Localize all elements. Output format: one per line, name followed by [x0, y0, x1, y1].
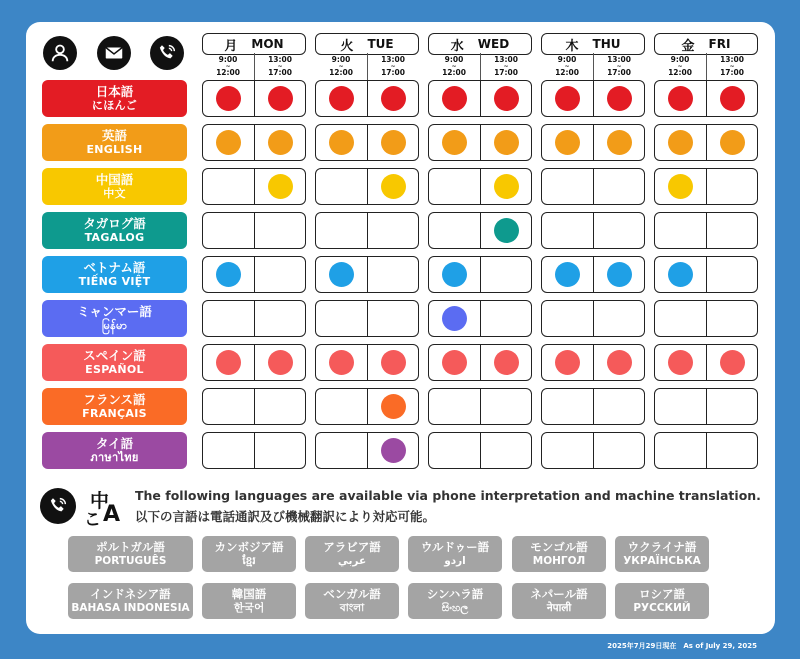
- other-language-native: УКРАЇНСЬКА: [623, 555, 701, 567]
- other-language-jp: カンボジア語: [214, 540, 284, 554]
- availability-dot: [494, 86, 519, 111]
- day-header-tue: [315, 33, 419, 55]
- language-label: [42, 388, 187, 425]
- schedule-cell: [315, 300, 419, 337]
- schedule-cell: [428, 168, 532, 205]
- time-end: 12:00: [216, 68, 240, 77]
- time-start: 13:00: [607, 55, 631, 64]
- time-start: 13:00: [494, 55, 518, 64]
- schedule-cell: [202, 388, 306, 425]
- cell-divider: [367, 257, 368, 292]
- cell-divider: [706, 345, 707, 380]
- cell-divider: [593, 301, 594, 336]
- schedule-cell: [541, 212, 645, 249]
- language-name-jp: 英語: [101, 128, 127, 143]
- schedule-cell: [202, 432, 306, 469]
- day-en-label: WED: [477, 37, 510, 51]
- schedule-cell: [315, 124, 419, 161]
- schedule-cell: [202, 344, 306, 381]
- cell-divider: [254, 433, 255, 468]
- day-jp-label: 月: [224, 38, 238, 54]
- language-label: [42, 300, 187, 337]
- other-language-tag: [202, 536, 296, 572]
- time-slot-label: [712, 56, 752, 77]
- cell-divider: [593, 213, 594, 248]
- time-sep: ~: [277, 63, 283, 70]
- schedule-cell: [315, 212, 419, 249]
- availability-dot: [216, 86, 241, 111]
- as-of-date: 2025年7月29日現在 As of July 29, 2025: [607, 642, 757, 650]
- availability-dot: [216, 350, 241, 375]
- day-jp-label: 木: [565, 38, 579, 54]
- schedule-cell: [654, 168, 758, 205]
- time-sep: ~: [338, 63, 344, 70]
- cell-divider: [367, 213, 368, 248]
- time-slot-divider: [367, 53, 368, 83]
- cell-divider: [593, 169, 594, 204]
- availability-dot: [668, 130, 693, 155]
- cell-divider: [367, 81, 368, 116]
- language-name-jp: 日本語: [95, 84, 134, 99]
- other-language-native: नेपाली: [546, 602, 572, 614]
- day-header-thu: [541, 33, 645, 55]
- availability-dot: [442, 350, 467, 375]
- language-name-native: にほんご: [91, 99, 138, 112]
- other-language-jp: ロシア語: [639, 587, 685, 601]
- day-en-label: FRI: [708, 37, 731, 51]
- other-language-native: 한국어: [233, 602, 265, 614]
- other-language-jp: ウクライナ語: [627, 540, 697, 554]
- time-slot-label: [373, 56, 413, 77]
- translate-glyph-left: こ: [84, 510, 101, 530]
- time-end: 17:00: [607, 68, 631, 77]
- schedule-cell: [428, 256, 532, 293]
- language-name-jp: フランス語: [83, 392, 146, 407]
- cell-divider: [367, 169, 368, 204]
- availability-dot: [668, 350, 693, 375]
- other-language-tag: [68, 536, 193, 572]
- availability-dot: [381, 438, 406, 463]
- day-header-wed: [428, 33, 532, 55]
- cell-divider: [706, 301, 707, 336]
- availability-dot: [607, 130, 632, 155]
- availability-dot: [329, 350, 354, 375]
- cell-divider: [254, 213, 255, 248]
- other-language-native: اردو: [444, 555, 466, 567]
- schedule-cell: [428, 432, 532, 469]
- time-slot-label: [434, 56, 474, 77]
- time-start: 9:00: [331, 55, 351, 64]
- schedule-cell: [315, 168, 419, 205]
- cell-divider: [480, 213, 481, 248]
- schedule-cell: [202, 212, 306, 249]
- schedule-cell: [541, 344, 645, 381]
- cell-divider: [706, 389, 707, 424]
- other-language-tag: [202, 583, 296, 619]
- day-jp-label: 金: [681, 38, 695, 54]
- availability-dot: [607, 262, 632, 287]
- availability-dot: [720, 86, 745, 111]
- time-sep: ~: [503, 63, 509, 70]
- time-sep: ~: [390, 63, 396, 70]
- time-sep: ~: [729, 63, 735, 70]
- time-start: 13:00: [381, 55, 405, 64]
- other-language-tag: [615, 536, 709, 572]
- translate-glyph-right: A: [103, 502, 121, 527]
- time-slot-divider: [480, 53, 481, 83]
- cell-divider: [593, 345, 594, 380]
- cell-divider: [706, 433, 707, 468]
- time-end: 17:00: [494, 68, 518, 77]
- time-slot-divider: [706, 53, 707, 83]
- schedule-cell: [654, 256, 758, 293]
- day-en-label: TUE: [367, 37, 394, 51]
- schedule-cell: [428, 388, 532, 425]
- availability-dot: [216, 262, 241, 287]
- time-slot-label: [599, 56, 639, 77]
- other-language-jp: ネパール語: [530, 587, 588, 601]
- schedule-cell: [541, 124, 645, 161]
- availability-dot: [268, 86, 293, 111]
- other-language-jp: ウルドゥー語: [420, 540, 490, 554]
- schedule-cell: [541, 256, 645, 293]
- time-sep: ~: [451, 63, 457, 70]
- availability-dot: [268, 174, 293, 199]
- availability-dot: [442, 306, 467, 331]
- availability-dot: [494, 130, 519, 155]
- cell-divider: [706, 257, 707, 292]
- language-name-native: ESPAÑOL: [85, 363, 144, 376]
- mail-icon: [97, 36, 131, 70]
- other-language-tag: [305, 536, 399, 572]
- time-end: 17:00: [268, 68, 292, 77]
- time-start: 13:00: [268, 55, 292, 64]
- schedule-cell: [541, 168, 645, 205]
- availability-dot: [381, 394, 406, 419]
- schedule-cell: [315, 80, 419, 117]
- availability-dot: [268, 350, 293, 375]
- schedule-cell: [541, 388, 645, 425]
- cell-divider: [480, 389, 481, 424]
- person-icon: [43, 36, 77, 70]
- other-language-native: عربي: [337, 555, 367, 567]
- cell-divider: [706, 169, 707, 204]
- language-label: [42, 344, 187, 381]
- cell-divider: [593, 125, 594, 160]
- machine-translation-icon: [84, 486, 126, 528]
- cell-divider: [254, 257, 255, 292]
- availability-dot: [494, 218, 519, 243]
- cell-divider: [480, 169, 481, 204]
- other-language-native: PORTUGUÊS: [94, 555, 167, 567]
- schedule-cell: [202, 256, 306, 293]
- time-start: 9:00: [557, 55, 577, 64]
- day-jp-label: 水: [450, 38, 464, 54]
- availability-dot: [607, 350, 632, 375]
- time-slot-label: [260, 56, 300, 77]
- availability-dot: [720, 350, 745, 375]
- note-english: The following languages are available via phone interpretation and machine translation.: [135, 488, 761, 503]
- availability-dot: [555, 130, 580, 155]
- availability-dot: [555, 86, 580, 111]
- language-name-native: TAGALOG: [84, 231, 145, 244]
- time-sep: ~: [616, 63, 622, 70]
- availability-dot: [329, 262, 354, 287]
- other-language-tag: [408, 583, 502, 619]
- day-header-fri: [654, 33, 758, 55]
- time-end: 17:00: [381, 68, 405, 77]
- time-start: 9:00: [670, 55, 690, 64]
- availability-dot: [555, 350, 580, 375]
- schedule-cell: [654, 432, 758, 469]
- availability-dot: [668, 174, 693, 199]
- availability-dot: [381, 130, 406, 155]
- other-language-jp: ベンガル語: [323, 587, 381, 601]
- availability-dot: [494, 350, 519, 375]
- availability-dot: [442, 262, 467, 287]
- schedule-cell: [428, 344, 532, 381]
- day-header-mon: [202, 33, 306, 55]
- schedule-cell: [202, 80, 306, 117]
- availability-dot: [720, 130, 745, 155]
- cell-divider: [480, 433, 481, 468]
- availability-dot: [494, 174, 519, 199]
- availability-dot: [381, 86, 406, 111]
- time-slot-divider: [254, 53, 255, 83]
- other-language-jp: シンハラ語: [426, 587, 484, 601]
- other-language-jp: インドネシア語: [90, 587, 171, 601]
- language-label: [42, 432, 187, 469]
- time-slot-label: [486, 56, 526, 77]
- cell-divider: [254, 301, 255, 336]
- schedule-cell: [541, 432, 645, 469]
- schedule-cell: [654, 80, 758, 117]
- language-name-native: မြန်မာ: [101, 319, 128, 332]
- availability-dot: [268, 130, 293, 155]
- cell-divider: [367, 389, 368, 424]
- language-label: [42, 212, 187, 249]
- other-language-tag: [512, 583, 606, 619]
- time-end: 12:00: [668, 68, 692, 77]
- time-end: 12:00: [555, 68, 579, 77]
- cell-divider: [593, 81, 594, 116]
- time-end: 12:00: [329, 68, 353, 77]
- language-name-native: 中文: [103, 187, 126, 200]
- schedule-cell: [428, 212, 532, 249]
- language-name-jp: 中国語: [95, 172, 134, 187]
- day-en-label: MON: [251, 37, 284, 51]
- language-name-jp: タガログ語: [83, 216, 146, 231]
- cell-divider: [593, 389, 594, 424]
- cell-divider: [593, 433, 594, 468]
- schedule-cell: [428, 80, 532, 117]
- time-sep: ~: [677, 63, 683, 70]
- language-label: [42, 124, 187, 161]
- language-name-jp: スペイン語: [83, 348, 146, 363]
- other-language-jp: アラビア語: [323, 540, 381, 554]
- other-language-tag: [68, 583, 193, 619]
- language-label: [42, 168, 187, 205]
- availability-dot: [442, 86, 467, 111]
- other-language-jp: ポルトガル語: [96, 540, 165, 554]
- other-language-native: සිංහල: [441, 602, 469, 614]
- time-start: 9:00: [444, 55, 464, 64]
- schedule-cell: [654, 212, 758, 249]
- time-end: 17:00: [720, 68, 744, 77]
- cell-divider: [480, 345, 481, 380]
- availability-dot: [555, 262, 580, 287]
- cell-divider: [367, 433, 368, 468]
- availability-dot: [381, 174, 406, 199]
- language-name-native: ภาษาไทย: [90, 451, 139, 464]
- time-end: 12:00: [442, 68, 466, 77]
- note-japanese: 以下の言語は電話通訳及び機械翻訳により対応可能。: [135, 509, 436, 524]
- availability-dot: [668, 262, 693, 287]
- language-label: [42, 256, 187, 293]
- cell-divider: [480, 125, 481, 160]
- other-language-native: РУССКИЙ: [633, 602, 691, 614]
- other-language-jp: モンゴル語: [530, 540, 588, 554]
- time-slot-label: [321, 56, 361, 77]
- schedule-cell: [202, 168, 306, 205]
- schedule-cell: [654, 124, 758, 161]
- availability-dot: [668, 86, 693, 111]
- phone-icon: [150, 36, 184, 70]
- language-name-native: ENGLISH: [86, 143, 143, 156]
- translate-glyph-top: 中: [90, 490, 110, 512]
- time-slot-label: [208, 56, 248, 77]
- language-name-jp: ミャンマー語: [77, 304, 152, 319]
- other-language-tag: [305, 583, 399, 619]
- cell-divider: [254, 389, 255, 424]
- cell-divider: [706, 81, 707, 116]
- other-language-tag: [615, 583, 709, 619]
- language-name-jp: タイ語: [95, 436, 134, 451]
- cell-divider: [367, 301, 368, 336]
- availability-dot: [329, 130, 354, 155]
- schedule-cell: [654, 388, 758, 425]
- cell-divider: [706, 125, 707, 160]
- cell-divider: [706, 213, 707, 248]
- language-name-native: TIẾNG VIỆT: [78, 275, 151, 288]
- schedule-cell: [315, 388, 419, 425]
- other-language-native: বাংলা: [339, 602, 365, 614]
- time-slot-label: [547, 56, 587, 77]
- schedule-cell: [654, 300, 758, 337]
- schedule-cell: [202, 300, 306, 337]
- other-language-tag: [408, 536, 502, 572]
- other-language-native: ខ្មែរ: [242, 555, 256, 567]
- cell-divider: [480, 257, 481, 292]
- cell-divider: [367, 125, 368, 160]
- cell-divider: [367, 345, 368, 380]
- cell-divider: [254, 125, 255, 160]
- schedule-cell: [541, 80, 645, 117]
- cell-divider: [593, 257, 594, 292]
- schedule-cell: [428, 300, 532, 337]
- schedule-cell: [202, 124, 306, 161]
- schedule-cell: [315, 256, 419, 293]
- cell-divider: [254, 169, 255, 204]
- time-sep: ~: [564, 63, 570, 70]
- language-name-native: FRANÇAIS: [82, 407, 147, 420]
- schedule-cell: [654, 344, 758, 381]
- cell-divider: [254, 345, 255, 380]
- cell-divider: [254, 81, 255, 116]
- schedule-cell: [315, 344, 419, 381]
- schedule-cell: [315, 432, 419, 469]
- time-start: 13:00: [720, 55, 744, 64]
- cell-divider: [480, 81, 481, 116]
- availability-dot: [442, 130, 467, 155]
- time-start: 9:00: [218, 55, 238, 64]
- schedule-cell: [428, 124, 532, 161]
- time-slot-label: [660, 56, 700, 77]
- availability-dot: [381, 350, 406, 375]
- phone-interpretation-icon: [40, 488, 76, 524]
- other-language-native: МОНГОЛ: [532, 555, 586, 567]
- availability-dot: [607, 86, 632, 111]
- day-en-label: THU: [592, 37, 621, 51]
- day-jp-label: 火: [340, 38, 354, 54]
- schedule-cell: [541, 300, 645, 337]
- other-language-tag: [512, 536, 606, 572]
- time-sep: ~: [225, 63, 231, 70]
- language-label: [42, 80, 187, 117]
- availability-dot: [329, 86, 354, 111]
- cell-divider: [480, 301, 481, 336]
- time-slot-divider: [593, 53, 594, 83]
- availability-dot: [216, 130, 241, 155]
- other-language-native: BAHASA INDONESIA: [71, 602, 190, 614]
- other-language-jp: 韓国語: [231, 587, 267, 601]
- language-name-jp: ベトナム語: [83, 260, 146, 275]
